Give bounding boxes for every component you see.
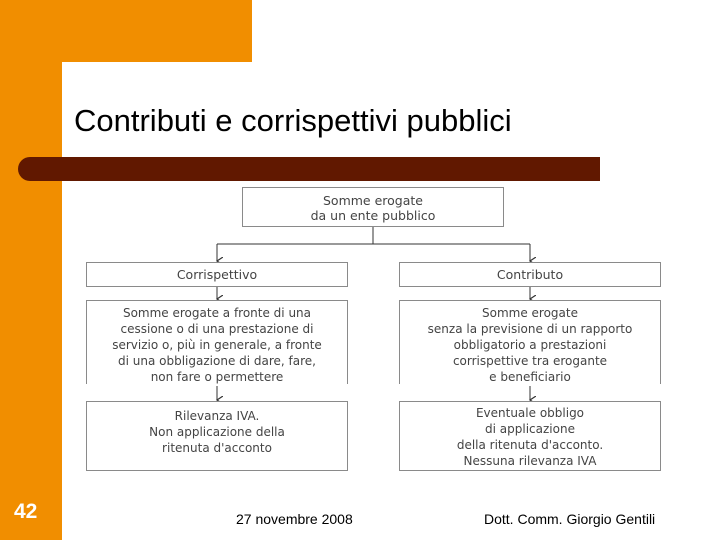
description-line: corrispettive tra erogante (452, 354, 608, 368)
description-line: Somme erogate (482, 306, 578, 320)
description-line: senza la previsione di un rapporto (427, 322, 633, 336)
outcome-line: di applicazione (485, 422, 575, 436)
box-root (242, 187, 504, 227)
description-line: e beneficiario (489, 370, 571, 384)
slide-number: 42 (14, 500, 38, 523)
box-corrispettivo: Corrispettivo (86, 262, 348, 287)
box-corrispettivo-outcome (86, 401, 348, 471)
outcome-line: Non applicazione della (149, 425, 285, 439)
root-line: Somme erogate (323, 193, 423, 208)
outcome-line: ritenuta d'acconto (162, 441, 272, 455)
box-contributo-description (399, 300, 661, 384)
description-line: servizio o, più in generale, a fronte (112, 338, 322, 352)
outcome-line: Nessuna rilevanza IVA (463, 454, 597, 468)
root-line: da un ente pubblico (310, 208, 436, 223)
box-contributo-outcome (399, 401, 661, 471)
box-corrispettivo-description (86, 300, 348, 384)
description-line: di una obbligazione di dare, fare, (118, 354, 316, 368)
footer-date: 27 novembre 2008 (236, 511, 353, 527)
outcome-line: della ritenuta d'acconto. (456, 438, 604, 452)
box-contributo: Contributo (399, 262, 661, 287)
footer-author: Dott. Comm. Giorgio Gentili (484, 511, 656, 527)
slide-title: Contributi e corrispettivi pubblici (74, 103, 512, 138)
outcome-line: Rilevanza IVA. (174, 409, 260, 423)
description-line: non fare o permettere (150, 370, 284, 384)
description-line: Somme erogate a fronte di una (122, 306, 312, 320)
description-line: cessione o di una prestazione di (120, 322, 314, 336)
outcome-line: Eventuale obbligo (475, 406, 585, 420)
description-line: obbligatorio a prestazioni (453, 338, 607, 352)
